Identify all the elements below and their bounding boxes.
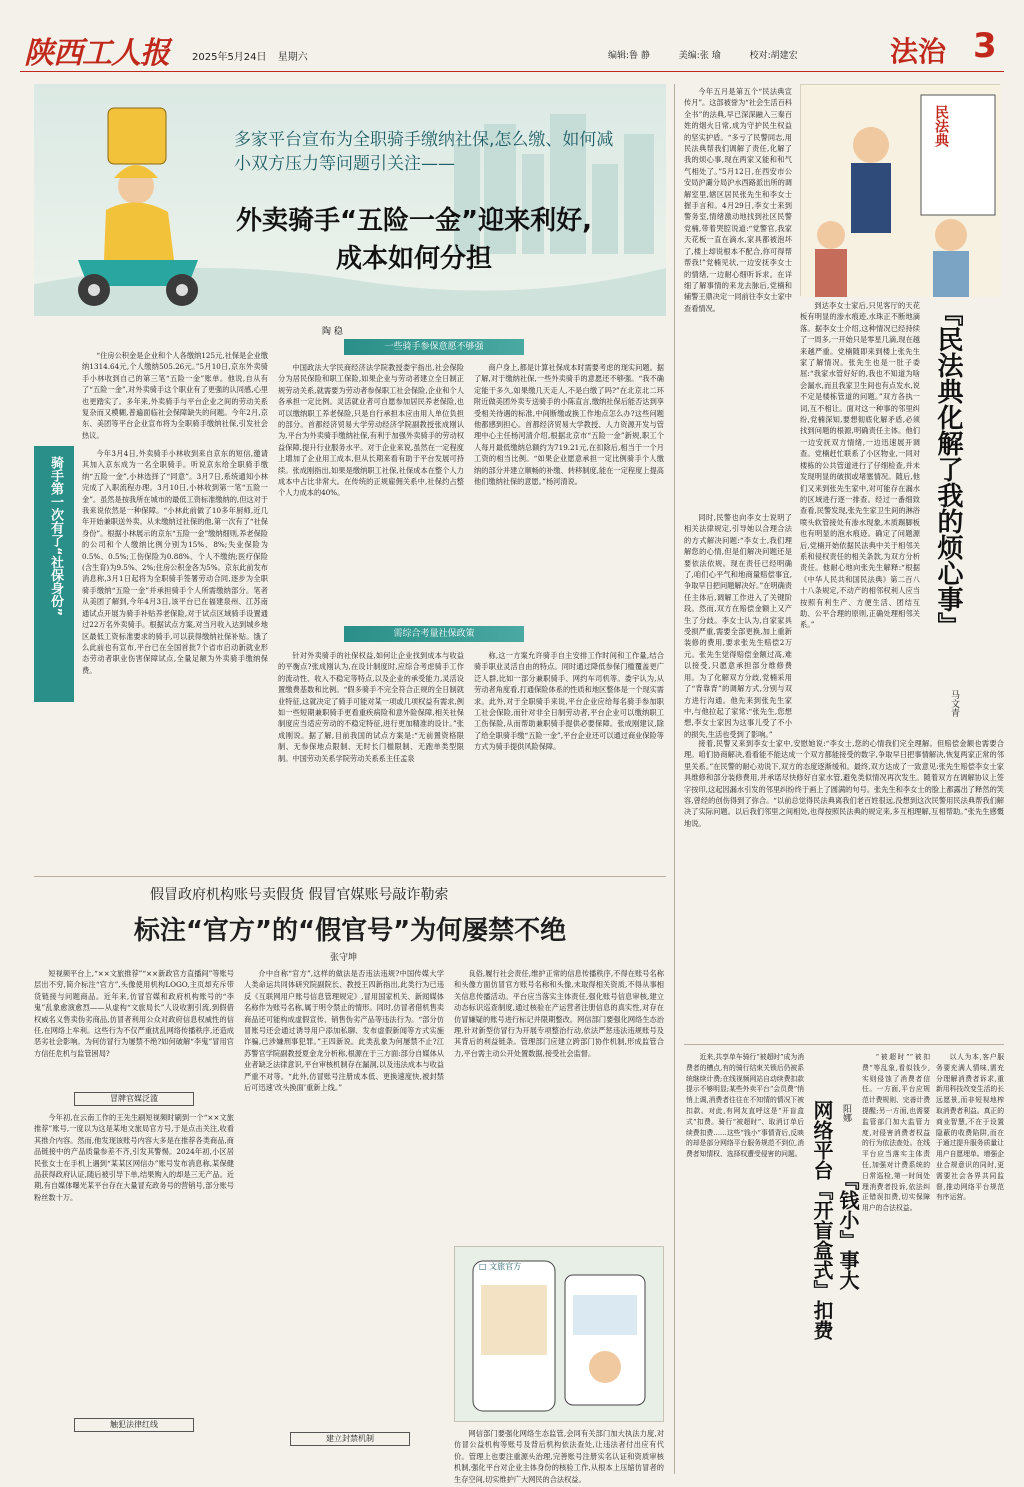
- story3-column-b: [800, 300, 920, 706]
- story2-column-c2-text: 网信部门要强化网络生态监管,会同有关部门加大执法力度,对仿冒公益机构等账号及背后机构依法查处,让违法者付出应有代价。管理上也要注重源头治理,完善账号注册实名认证和资质审核机制,强化平台对企业主体身份的核验工作,从根本上压缩仿冒者的生存空间,切实维护广大网民的合法权益。: [454, 1429, 664, 1484]
- story3-column-d: [684, 738, 1004, 938]
- story3-column-a-text: 今年五月是第五个“民法典宣传月”。这部被誉为“社会生活百科全书”的法典,早已深深融入三秦百姓的烟火日常,成为守护民生权益的坚实护盾。“多亏了民警同志,用民法典帮我们调解了责任,化解了我的烦心事,现在两家又能和和气气相处了。”5月12日,在西安市公安局沪灞分局沪水西路派出所的调解室里,辖区居民张先生和李女士握手言和。4月29日,李女士来到警务室,情绪激动地找到社区民警党楠,带着哭腔说道:“党警官,我家天花板一直在滴水,家具都被泡坏了,楼上却说根本不配合,你可得帮帮我!”党楠见状,一边安抚李女士的情绪,一边耐心细听诉求。在详细了解事情的来龙去脉后,党楠和辅警王鼎决定一同前往李女士家中查看情况。: [684, 87, 792, 313]
- story1-column-d-text: 针对外卖骑手的社保权益,如何让企业找到成本与收益的平衡点?张成刚认为,在设计制度时,应综合考虑骑手工作的流动性、收入不稳定等特点,以及企业的承受能力,灵活设置缴费基数和比例。“假多骑手不完全符合正规的全日制就业特征,这就决定了骑手可能对某一项或几项权益有需求,例如一些短期兼职骑手更看重疾病险和意外险保障,相关社保制度应当适应劳动的不稳定特征,进行更加精准的设计。”张成刚说。据了解,目前我国的试点方案是:“无前置资格限制、无参保地点限制、无时长门槛限制、无跑单类型限制。中国劳动关系学院劳动关系系主任孟泉: [278, 651, 464, 763]
- story4-column-b-text: “被超时”“被扣费”等乱象,看似钱少,实则侵蚀了消费者信任。一方面,平台应规范计费规则、完善计费提醒;另一方面,也需要监管部门加大监管力度,对侵害消费者权益的行为依法查处。在线平台应当落实主体责任,加强对计费系统的日常巡检,第一时间处理消费者投诉,依法纠正错误扣费,切实保障用户的合法权益。: [862, 1053, 930, 1213]
- story1-headline: [204, 202, 624, 278]
- story2-subhead-2: 触犯法律红线: [74, 1418, 194, 1432]
- story2-column-a-text: 短视频平台上,“××文旅推荐”“××新政官方直播间”等账号层出不穷,简介标注“官方”,头像使用机构LOGO,主页却充斥带货链接与问题商品。近年来,仿冒官媒和政府机构账号的“李鬼”乱象愈演愈烈——从虚构“文旅局长”人设收割引流,到假借权威名义售卖伪劣商品,仿冒者利用公众对政府信息权威性的信任,在网络上牟利。这些行为不仅严重扰乱网络传播秩序,还造成恶劣社会影响。为何仿冒行为屡禁不绝?如何破解“李鬼”冒用官方信任危机与监管困局?: [34, 969, 234, 1058]
- story2-author: 张守坤: [330, 953, 358, 963]
- fake-account-illustration: [454, 1246, 664, 1422]
- proof-label: 校对:: [749, 51, 771, 61]
- date-text: 2025年5月24日: [192, 52, 267, 63]
- story2-column-a: [34, 968, 234, 1088]
- story1-lead-text: “住房公积金是企业和个人各缴纳125元,社保是企业缴纳1314.64元,个人缴纳505.26元。”5月10日,京东外卖骑手小林收到自己的第三笔“五险一金”账单。他说,自从有了“五险一金”,对外卖骑手这个职业有了更强的认同感,心里也更踏实了。多年来,外卖骑手与平台企业之间的劳动关系复杂而又模糊,普遍面临社会保障缺失的问题。今年2月,京东、美团等平台企业宣布将为全职骑手缴纳社保,引发社会热议。: [82, 351, 268, 440]
- story-divider-1: [34, 876, 666, 877]
- newspaper-logo: 陕西工人报: [24, 36, 169, 71]
- story1-headline-line2: 成本如何分担: [335, 244, 492, 274]
- story1-column-c-text: 商户身上,都是计算社保成本时需要考虑的现实问题。据了解,对于缴纳社保,一些外卖骑手的意愿还不够强。“我不确定能干多久,如果缴几天走人,不是白缴了吗?”在北京北二环附近做美团外卖专送骑手的小陈直言,缴纳社保后能否达到享受相关待遇的标准,中间断缴或换工作地点怎么办?这些问题他都感到担心。首都经济贸易大学教授、人力资源开发与管理中心主任杨河清介绍,根据北京市“五险一金”新规,职工个人每月最低缴纳总额约为719.21元,在扣除后,相当于一个月工资的相当比例。“如果企业愿意承担一定比例骑手个人缴纳的部分并建立顺畅的补缴、转移制度,能在一定程度上提高他们缴纳社保的意愿。”杨河清说。: [474, 363, 664, 487]
- story3-column-c-text: 同时,民警也向李女士说明了相关法律规定,引导她以合理合法的方式解决问题:“李女士,我们理解您的心情,但是们解决问题还是要依法依规。现在责任已经明确了,咱们心平气和地商量赔偿事宜,争取早日把问题解决好。”在明确责任主体后,调解工作进入了关键阶段。然而,双方在赔偿金额上又产生了分歧。李女士认为,自家家具受损严重,需要全部更换,加上重新装修的费用,要求张先生赔偿2万元。张先生觉得赔偿金额过高,难以接受,只愿意承担部分维修费用。为了化解双方分歧,党楠采用了“背靠背”的调解方式,分别与双方进行沟通。他先来到张先生家中,与他拉起了家常:“张先生,您想想,李女士家因为这事儿受了不小的损失,生活也受到了影响。”: [684, 513, 792, 739]
- story1-side-title-box: [34, 446, 74, 702]
- story3-illustration: [800, 84, 1000, 296]
- story3-column-c: [684, 512, 792, 739]
- story2-column-c-text: 良俗,履行社会责任,维护正常的信息传播秩序,不得在账号名称和头像方面仿冒官方账号名称和头像,未取得相关资质,不得从事相关信息传播活动。平台应当落实主体责任,强化账号信息审核,建立动态标识巡查制度,通过核验在产运营者注册信息的真实性,对存在仿冒嫌疑的账号进行标记并限期整改。网信部门要强化网络生态治理,针对新型仿冒行为开展专项整治行动,依法严惩违法违规账号及其背后的利益链条。管理部门应建立跨部门协作机制,形成监管合力,平台需主动公开处置数据,接受社会监督。: [454, 969, 664, 1058]
- story1-column-d: [278, 650, 464, 866]
- story1-column-a-text: 今年3月4日,外卖骑手小林收到来自京东的短信,邀请其加入京东成为一名全职骑手。听说京东给全职骑手缴纳“五险一金”,小林选择了“同意”。3月7日,系统通知小林完成了入职流程办理。3月10日,小林收到第一笔“五险一金”。虽然是按我所在城市的最低工资标准缴纳的,但这对于我来说依然是一种保障。“小林此前做了10多年厨师,近几年开始兼职送外卖。从未缴纳过社保的他,第一次有了“社保身份”。根据小林展示的京东“五险一金”缴纳细则,养老保险的公司和个人缴纳比例分别为15%、8%;失业保险为0.5%、0.5%;工伤保险为0.88%、个人不缴纳;医疗保险(含生育)为9.5%、2%;住房公积金各为5%。京东此前发布消息称,3月1日起将为全职骑手签署劳动合同,逐步为全职骑手缴纳“五险一金”并承担骑手个人所需缴纳部分。笔者从美团了解到,今年4月3日,该平台已在福建泉州、江苏南通试点开展为骑手补贴养老保险,对于试点区域骑手设置通过22万名外卖骑手。根据试点方案,对当月收入达到城乡地区最低工资标准要求的骑手,可以获得缴纳社保补贴。饿了么此前也有宣布,平台已在全国首批7个省市启动新就业形态劳动者职业伤害保障试点,全量足额为外卖骑手缴纳保费。: [82, 449, 268, 675]
- proof-name: 胡建宏: [770, 51, 798, 61]
- story2-column-b: [244, 968, 444, 1428]
- story4-column-a: [686, 1052, 804, 1472]
- counter-sign-text: 民法典: [933, 105, 949, 147]
- story4-vertical-title: 网络平台『开盲盒式』扣费: [810, 1100, 834, 1340]
- story3-column-a: [684, 86, 792, 506]
- weekday-text: 星期六: [277, 52, 308, 63]
- page-number: 3: [973, 26, 997, 66]
- editor-label: 编辑:: [608, 51, 630, 61]
- story2-column-c2: [454, 1428, 664, 1484]
- story2-column-c: [454, 968, 664, 1240]
- story-divider-2: [684, 1044, 1004, 1045]
- story1-subhead-1: 一些骑手参保意愿不够强: [344, 339, 524, 355]
- editor-name: 鲁 静: [629, 51, 650, 61]
- story2-headline: 标注“官方”的“假官号”为何屡禁不绝: [133, 916, 567, 946]
- story1-column-a: [82, 448, 268, 866]
- story4-author: 阳娜: [841, 1104, 851, 1122]
- story2-subhead-1: 冒牌官媒泛滥: [74, 1092, 194, 1106]
- story3-vertical-title: 『民法典化解了我的烦心事』: [933, 300, 963, 638]
- story1-author: 陶 稳: [322, 327, 343, 337]
- column-divider: [674, 84, 675, 1474]
- designer-label: 美编:: [678, 51, 700, 61]
- story2-subhead-3: 建立封禁机制: [290, 1432, 410, 1446]
- story1-column-e: [474, 650, 664, 866]
- story4-column-c: [936, 1052, 1004, 1472]
- story1-kicker: 多家平台宣布为全职骑手缴纳社保,怎么缴、如何减小双方压力等问题引关注——: [234, 130, 614, 174]
- story2-column-a2: [34, 1112, 234, 1412]
- issue-date: [192, 48, 308, 63]
- story2-kicker: 假冒政府机构账号卖假货 假冒官媒账号敲诈勒索: [150, 887, 449, 903]
- story2-column-a2-text: 今年初,在云南工作的王先生刷短视频时刷到一个“××文旅推荐”账号,一度以为这是某地文旅局官方号,于是点击关注,收看其推介内容。然而,他发现该账号内容大多是在推荐各类商品,商品链接中的产品质量参差不齐,引发其警惕。2024年初,小区居民张女士在手机上遇到“某某区网信办”账号发布消息称,某保健品获得政府认证,随后被引导下单,结果购入的却是三无产品。近期,有自媒体曝光某平台存在大量冒充政务号的营销号,部分账号粉丝数十万。: [34, 1113, 234, 1202]
- app-sign-text: □ 文旅官方: [479, 1262, 522, 1271]
- story1-subhead-2: 需综合考量社保政策: [344, 626, 524, 642]
- story3-column-d-text: 接着,民警又来到李女士家中,安慰她说:“李女士,您的心情我们完全理解。但赔偿金额也需要合理。咱们协商解决,看看能不能达成一个双方都能接受的数字,争取早日把事情解决,恢复两家正常的邻里关系。”在民警的耐心劝说下,双方的态度逐渐缓和。最终,双方达成了一致意见:张先生赔偿李女士家具维修和部分装修费用,并承诺尽快修好自家水管,避免类似情况再次发生。随着双方在调解协议上签字按印,这起因漏水引发的邻里纠纷终于画上了圆满的句号。张先生和李女士的脸上都露出了释然的笑容,曾经的创伤得到了弥合。“以前总觉得民法典离我们老百姓很远,没想到这次民警用民法典帮我们解决了实际问题。以后我们邻里之间相处,也得按照民法典的规定来,多互相理解,互相帮助。”张先生感慨地说。: [684, 739, 1004, 828]
- story1-headline-line1: 外卖骑手“五险一金”迎来利好,: [235, 206, 593, 236]
- delivery-rider-illustration: [48, 90, 218, 310]
- police-mediation-illustration: [801, 85, 1001, 297]
- phone-illustration: [465, 1255, 655, 1415]
- story1-column-b: [278, 362, 464, 620]
- story1-banner: [34, 84, 666, 316]
- story1-side-title: 骑手第一次有了“社保身份”: [48, 456, 63, 617]
- story2-column-b-text: 介中自称“官方”,这样的做法是否违法违规?中国传媒大学人类命运共同体研究院副院长、教授王四新指出,此类行为已违反《互联网用户账号信息管理规定》,冒用国家机关、新闻媒体名称作为账号名称,属于明令禁止的情形。同时,仿冒者借机售卖商品还可能构成虚假宣传、销售伪劣产品等违法行为。“部分仿冒账号还会通过诱导用户添加私聊、发布虚假新闻等方式实施诈骗,已涉嫌刑事犯罪。”王四新说。此类乱象为何屡禁不止?江苏警官学院副教授夏金龙分析称,根源在于三方面:部分自媒体从业者缺乏法律意识,平台审核机制存在漏洞,以及违法成本与收益严重不对等。“此外,仿冒账号注册成本低、更换速度快,被封禁后可迅速‘改头换面’重新上线。”: [244, 969, 444, 1093]
- story1-column-e-text: 称,这一方案允许骑手自主安排工作时间和工作量,结合骑手职业灵活自由的特点。同时通过降低参保门槛覆盖更广泛人群,比如一部分兼职骑手、网约车司机等。娄宇认为,从劳动者角度看,打通保险体系的性质和地区整体是一个现实需求。此外,对于全职骑手来说,平台企业应给每名骑手参加职工社会保险,而针对非全日制劳动者,平台企业可以缴纳职工工伤保险,从而帮助兼职骑手提供必要保障。张成刚建议,除了给全职骑手缴“五险一金”,平台企业还可以通过商业保险等方式为骑手提供风险保障。: [474, 651, 664, 752]
- story1-lead: [82, 350, 268, 438]
- story4-column-a-text: 近来,共享单车骑行“被超时”成为消费者的槽点,有的骑行结束关锁后仍被系统继续计费;在线视频网站自动续费扣款提示不够明显;某些外卖平台“会员费”悄悄上调,消费者往往在不知情的情况下被扣款。对此,有网友直呼这是“开盲盒式”扣费。骑行“被超时”、取消订单后续费扣费……这些“钱小”事情背后,反映的却是部分网络平台服务规范不到位,消费者知情权、选择权遭受侵害的问题。: [686, 1053, 804, 1159]
- masthead: [20, 18, 1004, 72]
- story4-vertical-title-2: 『钱小』事大: [836, 1170, 860, 1290]
- designer-name: 张 瑜: [699, 51, 721, 61]
- story3-column-b-text: 到达李女士家后,只见客厅的天花板有明显的渗水痕迹,水珠正不断地滴落。据李女士介绍,这种情况已经持续了一周多,一开始只是零星几滴,现在越来越严重。党楠随即来到楼上张先生家了解情况。张先生也是一肚子委屈:“我家水管好好的,我也不知道为啥会漏水,而且我家卫生间也有点发水,说不定是楼栋管道的问题。”双方各执一词,互不相让。面对这一种事的邻里纠纷,党楠深知,要想彻底化解矛盾,必须找到问题的根源,明确责任主体。他们一边安抚双方情绪,一边迅速展开调查。党楠赶忙联系了小区物业,一同对楼栋的公共管道进行了仔细检查,并未发现明显的破损或堵塞情况。随后,他们又来到张先生家中,对可能存在漏水的区域进行逐一排查。经过一番细致查看,民警发现,张先生家卫生间的淋浴喷头软管接处有渗水现象,木质踢脚板也有明显的泡水痕迹。确定了问题源后,党楠开始依据民法典中关于相邻关系和侵权责任的相关条款,为双方分析责任。他耐心地向张先生解释:“根据《中华人民共和国民法典》第二百八十八条规定,不动产的相邻权利人应当按照有利生产、方便生活、团结互助、公平合理的原则,正确处理相邻关系。”: [800, 301, 920, 630]
- story1-column-b-text: 中国政法大学民商经济法学院教授娄宇指出,社会保险分为居民保险和职工保险,如果企业与劳动者建立全日制正规劳动关系,就需要为劳动者参保职工社会保险,企业和个人各承担一定比例。灵活就业者可自愿参加居民养老保险,也可以缴纳职工养老保险,只是自行承担本应由用人单位负担的部分。首都经济贸易大学劳动经济学院副教授张成刚认为,平台为外卖骑手缴纳社保,有利于加强外卖骑手的劳动权益保障,提升行业服务水平。对于企业来说,虽然在一定程度上增加了企业用工成本,但从长期来看有助于平台发展可持续。张成刚指出,如果是缴纳职工社保,社保成本在整个人力成本中占比非常大。在传统的正规雇佣关系中,社保约占整个人力成本的40%。: [278, 363, 464, 498]
- story4-column-b: [862, 1052, 930, 1472]
- story1-column-c: [474, 362, 664, 620]
- staff-credits: [608, 48, 798, 61]
- section-title: 法治: [890, 35, 947, 68]
- story4-column-c-text: 以人为本,客户服务要充满人情味,需充分理解消费者诉求,重新用科技改变生活的长远愿景,而非短视地榨取消费者利益。真正的商业智慧,不在于设置隐蔽的收费陷阱,而在于通过提升服务质量让用户自愿埋单。增强企业合规意识的同时,更需要社会各界共同监督,推动网络平台规范有序运营。: [936, 1053, 1004, 1202]
- story3-author: 马文青: [949, 690, 959, 717]
